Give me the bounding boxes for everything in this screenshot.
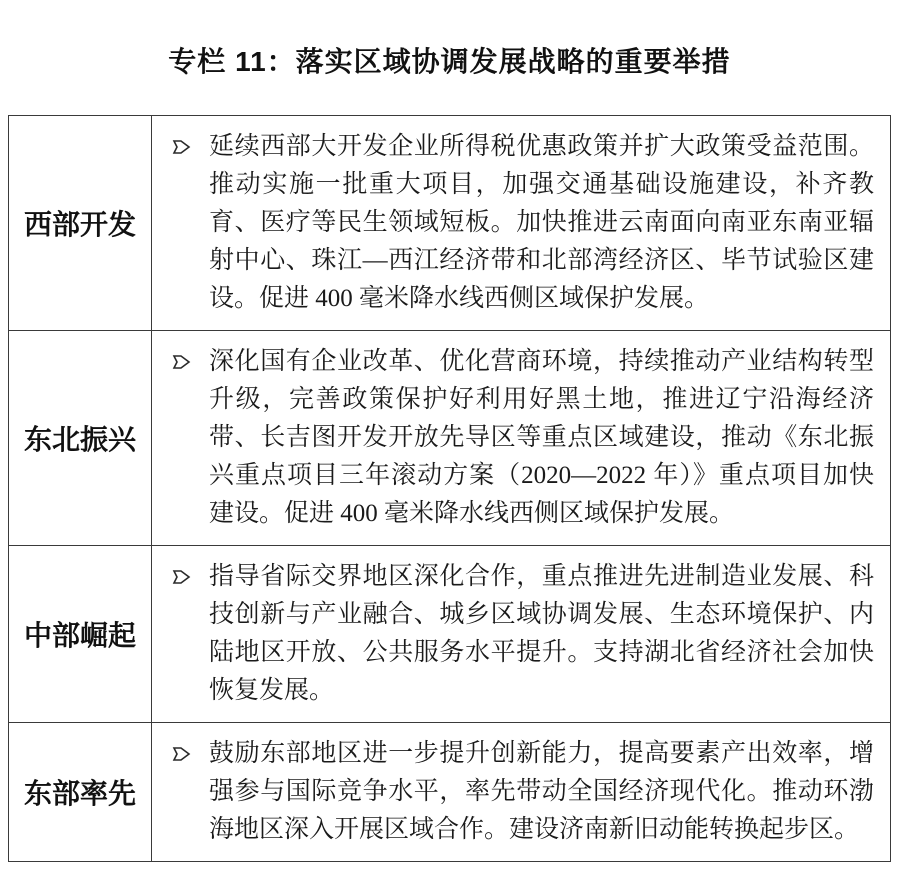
row-text: 深化国有企业改革、优化营商环境，持续推动产业结构转型升级，完善政策保护好利用好黑土地，推进辽宁沿海经济带、长吉图开发开放先导区等重点区域建设，推动《东北振兴重点项目三年滚动方案（2020—2022 年）》重点项目加快建设。促进 400 毫米降水线西侧区域保护发展。 <box>209 348 874 527</box>
table-row <box>9 722 890 861</box>
row-text: 鼓励东部地区进一步提升创新能力，提高要素产出效率，增强参与国际竞争水平，率先带动全国经济现代化。推动环渤海地区深入开展区域合作。建设济南新旧动能转换起步区。 <box>209 740 874 843</box>
right-arrow-bullet-icon <box>171 566 193 588</box>
row-text: 指导省际交界地区深化合作，重点推进先进制造业发展、科技创新与产业融合、城乡区域协调发展、生态环境保护、内陆地区开放、公共服务水平提升。支持湖北省经济社会加快恢复发展。 <box>209 563 874 704</box>
row-label-northeast-revitalization: 东北振兴 <box>9 331 152 545</box>
table-row <box>9 330 890 545</box>
row-label-western-development: 西部开发 <box>9 116 152 330</box>
right-arrow-bullet-icon <box>171 136 193 158</box>
row-label-central-rise: 中部崛起 <box>9 546 152 722</box>
row-content <box>152 331 890 545</box>
right-arrow-bullet-icon <box>171 351 193 373</box>
row-content <box>152 116 890 330</box>
table-row <box>9 116 890 330</box>
table-row <box>9 545 890 722</box>
row-label-eastern-lead: 东部率先 <box>9 723 152 861</box>
page-title: 专栏 11：落实区域协调发展战略的重要举措 <box>168 46 731 77</box>
measures-table <box>8 115 891 862</box>
right-arrow-bullet-icon <box>171 743 193 765</box>
row-text: 延续西部大开发企业所得税优惠政策并扩大政策受益范围。推动实施一批重大项目，加强交通基础设施建设，补齐教育、医疗等民生领域短板。加快推进云南面向南亚东南亚辐射中心、珠江—西江经济带和北部湾经济区、毕节试验区建设。促进 400 毫米降水线西侧区域保护发展。 <box>209 133 874 312</box>
row-content <box>152 723 890 861</box>
row-content <box>152 546 890 722</box>
